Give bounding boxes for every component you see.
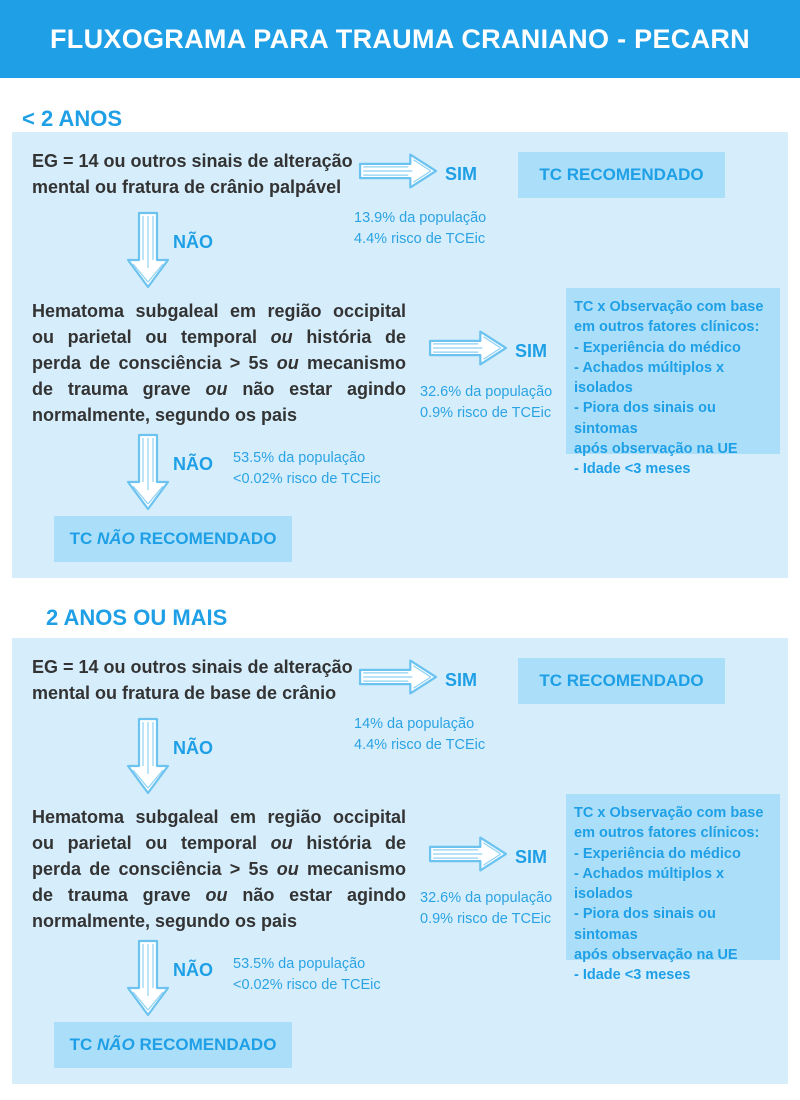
sim-label: SIM (445, 164, 478, 184)
stat-block-2: 32.6% da população 0.9% risco de TCEic (420, 890, 553, 927)
section-title-under-2: < 2 ANOS (22, 106, 123, 131)
nao-label: NÃO (173, 454, 213, 474)
arrow-right-icon (357, 656, 439, 698)
stat-block-2: 32.6% da população 0.9% risco de TCEic (420, 384, 553, 421)
question-1: EG = 14 ou outros sinais de alteração mental ou fratura de base de crânio (32, 657, 353, 703)
question-1: EG = 14 ou outros sinais de alteração mental ou fratura de crânio palpável (32, 151, 353, 197)
stat-block-1: 13.9% da população 4.4% risco de TCEic (354, 210, 487, 247)
section-title-2-or-more: 2 ANOS OU MAIS (46, 605, 228, 630)
stat-block-3: 53.5% da população <0.02% risco de TCEic (233, 450, 381, 487)
question-2: Hematoma subgaleal em região occipital ou parietal ou temporal ou história de perda de consciência > 5s ou mecanismo de trauma grave ou não estar agindo normalmente, segundo os pais (32, 807, 407, 931)
sim-label: SIM (515, 341, 548, 361)
stat-block-3: 53.5% da população <0.02% risco de TCEic (233, 956, 381, 993)
page-header (0, 0, 800, 78)
arrow-right-icon (427, 833, 509, 875)
sim-label: SIM (445, 670, 478, 690)
nao-label: NÃO (173, 960, 213, 980)
section-panel-2-or-more (12, 638, 788, 1084)
clinical-factors-box: TC x Observação com base em outros fatores clínicos: - Experiência do médico - Achados múltiplos x isolados - Piora dos sinais ou sintomas após observação na UE - Idade <3 meses (566, 288, 780, 454)
nao-label: NÃO (173, 738, 213, 758)
arrow-right-icon (357, 150, 439, 192)
arrow-down-icon (123, 210, 173, 290)
result-box-ct-recommended: TC RECOMENDADO (518, 152, 725, 198)
nao-label: NÃO (173, 232, 213, 252)
question-2: Hematoma subgaleal em região occipital ou parietal ou temporal ou história de perda de consciência > 5s ou mecanismo de trauma grave ou não estar agindo normalmente, segundo os pais (32, 301, 407, 425)
arrow-right-icon (427, 327, 509, 369)
result-box-ct-not-recommended: TC NÃO RECOMENDADO (54, 1022, 292, 1068)
result-box-ct-recommended: TC RECOMENDADO (518, 658, 725, 704)
arrow-down-icon (123, 716, 173, 796)
clinical-factors-box: TC x Observação com base em outros fatores clínicos: - Experiência do médico - Achados múltiplos x isolados - Piora dos sinais ou sintomas após observação na UE - Idade <3 meses (566, 794, 780, 960)
arrow-down-icon (123, 938, 173, 1018)
result-box-ct-not-recommended: TC NÃO RECOMENDADO (54, 516, 292, 562)
arrow-down-icon (123, 432, 173, 512)
sim-label: SIM (515, 847, 548, 867)
section-panel-under-2 (12, 132, 788, 578)
page-title: FLUXOGRAMA PARA TRAUMA CRANIANO - PECARN (50, 23, 750, 54)
stat-block-1: 14% da população 4.4% risco de TCEic (354, 716, 486, 753)
